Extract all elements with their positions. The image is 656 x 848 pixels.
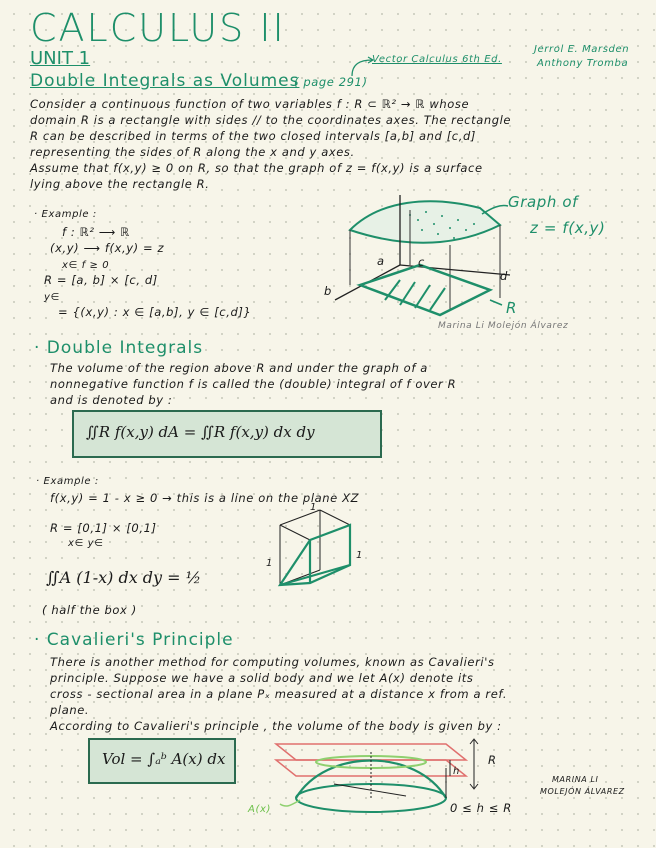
- unit-label: UNIT 1: [30, 48, 91, 69]
- area-label: A(x): [248, 804, 271, 815]
- paragraph-line: Assume that f(x,y) ≥ 0 on R, so that the graph of z = f(x,y) is a surface: [30, 161, 483, 175]
- cube-label: 1: [356, 550, 363, 561]
- paragraph-line: domain R is a rectangle with sides // to the coordinates axes. The rectangle: [30, 113, 512, 127]
- section-title-volumes: Double Integrals as Volumes: [30, 71, 300, 91]
- paragraph-line: There is another method for computing volumes, known as Cavalieri's: [50, 655, 495, 669]
- example-line: f : ℝ² ⟶ ℝ: [62, 225, 130, 239]
- paragraph-line: nonnegative function f is called the (double) integral of f over R: [50, 377, 457, 391]
- graph-label: z = f(x,y): [530, 219, 606, 237]
- paragraph-line: According to Cavalieri's principle , the volume of the body is given by :: [50, 719, 502, 733]
- axis-label-b: b: [324, 284, 332, 298]
- integral-result: ∬A (1-x) dx dy = ½: [46, 568, 202, 587]
- paragraph-line: representing the sides of R along the x and y axes.: [30, 145, 355, 159]
- example-line: f(x,y) = 1 - x ≥ 0 → this is a line on the plane XZ: [50, 491, 360, 505]
- paragraph-line: plane.: [50, 703, 90, 717]
- half-box-note: ( half the box ): [42, 603, 137, 617]
- book-reference: Vector Calculus 6th Ed.: [372, 54, 502, 65]
- axis-label-d: d: [500, 269, 508, 283]
- radius-label: R: [488, 753, 497, 767]
- axis-label-a: a: [377, 254, 385, 268]
- paragraph-line: cross - sectional area in a plane Pₓ measured at a distance x from a ref.: [50, 687, 508, 701]
- paragraph-line: The volume of the region above R and under the graph of a: [50, 361, 428, 375]
- paragraph-line: lying above the rectangle R.: [30, 177, 210, 191]
- paragraph-line: R can be described in terms of the two closed intervals [a,b] and [c,d]: [30, 129, 476, 143]
- signature-line: MARINA LI: [552, 775, 599, 784]
- course-title: CALCULUS II: [30, 6, 286, 50]
- section-title-cavalieri: · Cavalieri's Principle: [34, 630, 234, 650]
- credit-text: Marina Li Molejón Álvarez: [438, 321, 569, 331]
- cube-label: 1: [310, 502, 317, 513]
- signature-line: MOLEJÓN ÁLVAREZ: [540, 787, 625, 796]
- region-subscript: x∈ y∈: [68, 538, 104, 549]
- paragraph-line: principle. Suppose we have a solid body and we let A(x) denote its: [50, 671, 474, 685]
- paragraph-line: Consider a continuous function of two variables f : R ⊂ ℝ² → ℝ whose: [30, 97, 470, 111]
- formula-box-volume: [88, 738, 236, 784]
- author-2: Anthony Tromba: [537, 58, 629, 69]
- axis-label-c: c: [418, 255, 425, 269]
- formula-box-double-integral: [72, 410, 382, 458]
- example-label: · Example :: [36, 476, 99, 487]
- paragraph-line: and is denoted by :: [50, 393, 173, 407]
- graph-pointer: [480, 200, 510, 220]
- example-label: · Example :: [34, 209, 97, 220]
- example-line: R = [a, b] × [c, d]: [44, 273, 158, 287]
- author-1: Jerrol E. Marsden: [534, 44, 630, 55]
- double-integral-formula: ∬R f(x,y) dA = ∬R f(x,y) dx dy: [86, 423, 315, 441]
- example-line: y∈: [44, 292, 60, 303]
- example-line: (x,y) ⟶ f(x,y) = z: [50, 241, 165, 255]
- graph-label: Graph of: [508, 193, 579, 211]
- page-reference: ( page 291): [294, 75, 368, 89]
- volume-formula: Vol = ∫ₐᵇ A(x) dx: [102, 750, 226, 768]
- region-label: R: [506, 299, 518, 317]
- section-title-double-integrals: · Double Integrals: [34, 338, 204, 358]
- cube-label: 1: [266, 558, 273, 569]
- cube-diagram: [260, 505, 370, 595]
- height-label: h: [453, 766, 460, 777]
- example-line: = {(x,y) : x ∈ [a,b], y ∈ [c,d]}: [58, 305, 252, 319]
- height-range: 0 ≤ h ≤ R: [450, 801, 512, 815]
- region-definition: R = [0,1] × [0,1]: [50, 521, 157, 535]
- example-line: x∈ f ≥ 0: [62, 260, 110, 271]
